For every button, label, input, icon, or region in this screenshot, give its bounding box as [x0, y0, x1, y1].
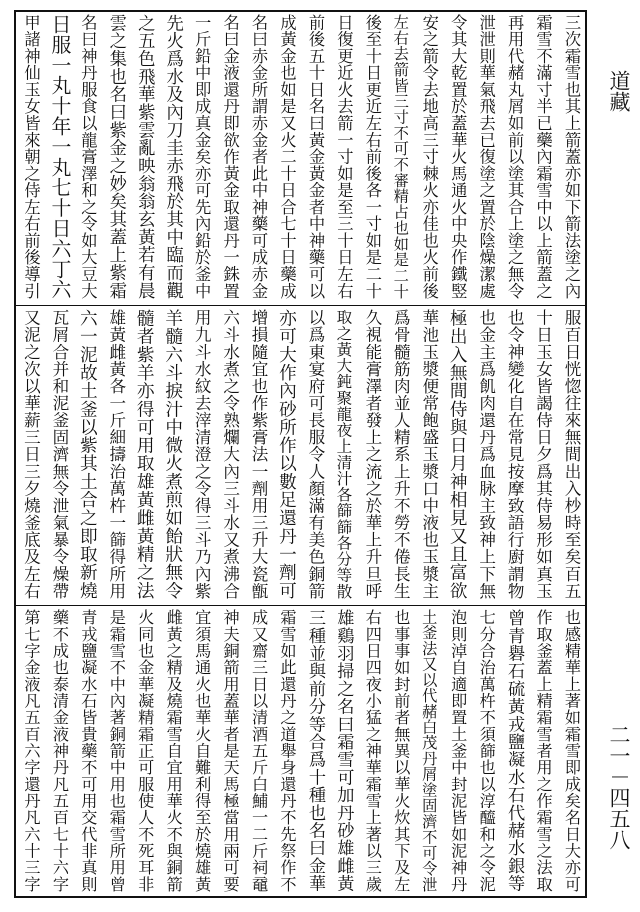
text-column: 雌黃之精及燒霜雪自宜用華火不與銅箭 — [163, 609, 183, 893]
text-column: 也令神變化自在常見按摩致語行廚謂物 — [505, 309, 525, 600]
text-column: 增損隨宜也作紫膏法一劑用三升大瓷甑 — [249, 309, 269, 600]
text-column: 六一泥故土釜以紫其土合之即取新燒 — [77, 309, 98, 600]
text-column: 髓者紫羊亦得可用取雄黃雌黃精之法 — [134, 309, 155, 600]
text-column: 三種並與前分等合爲十種也名曰金華 — [304, 609, 325, 893]
text-column: 雄鷄羽掃之名曰霜雪可加丹砂雄雌黃 — [333, 609, 354, 893]
text-column: 火同也金華凝精霜正可服使人不死耳非 — [135, 609, 155, 893]
text-column: 之五色飛華紫雲亂映翁翁玄黃若有晨 — [134, 14, 155, 300]
text-column: 三次霜雪也其上箭蓋亦如下箭法塗之內 — [562, 14, 581, 300]
text-column: 以爲東宴府可長服令人顏滿有美色銅箭 — [305, 309, 325, 600]
text-column: 第七字金液凡五百六字還丹凡六十三字 — [21, 609, 41, 893]
register-middle — [16, 309, 585, 603]
text-column: 土釜法又以代赭白茂丹屑塗固濟不可令泄 — [419, 609, 438, 893]
text-column: 七分合治萬杵不須篩也以淳醯和之令泥 — [476, 609, 496, 893]
text-column: 藥不成也泰清金液神丹凡五百七十六字 — [49, 609, 69, 893]
text-column: 成黃金也如是又火二十日合七十日藥成 — [277, 14, 297, 300]
text-column: 日復更近火去箭一寸如是至三十日左右 — [334, 14, 354, 300]
text-column: 是霜雪不中內著銅箭中用也霜雪所用曾 — [106, 609, 126, 893]
text-column: 極出入無間侍與日月神相見又且富欲 — [447, 309, 468, 600]
text-column: 又泥之次以華薪三日三夕燒釜底及左右 — [21, 309, 41, 600]
text-column: 泡則淖自適即置土釜中封泥皆如泥神丹 — [448, 609, 468, 893]
text-column: 霜雪不滿寸半已藥內霜雪中以上箭蓋之 — [533, 14, 553, 300]
text-column: 亦可大作內砂所作以數足還丹一劑可 — [276, 309, 297, 600]
text-column: 服百日恍惚往來無間出入杪時至矣百五 — [562, 309, 581, 600]
text-column: 左右去箭皆三寸不可不審精占也如是二十 — [391, 14, 410, 300]
text-column: 宜須馬通火也華火自難利得至於燒雄黃 — [192, 609, 212, 893]
text-column: 六斗水煮之令熟爛大內三斗水又煮沸合 — [220, 309, 240, 600]
register-divider-2 — [14, 605, 587, 606]
text-column: 日服一丸十年一丸七十日六丁六 — [47, 14, 71, 300]
text-column: 青戎鹽凝水石皆貴藥不可用交代非真則 — [78, 609, 98, 893]
text-column: 神夫銅箭用蓋華者是天馬極當用兩可要 — [220, 609, 240, 893]
text-column: 名曰神丹服食以龍膏澤和之令如大豆大 — [78, 14, 98, 300]
text-column: 雄黃雌黃各一斤細擣治萬杵一篩得所用 — [106, 309, 126, 600]
text-column: 名曰赤金所謂赤金者此中神藥可成赤金 — [249, 14, 269, 300]
text-column: 也感精華上著如霜雪即成矣名日大亦可 — [562, 609, 581, 893]
text-column: 安之箭令去地高三寸棘火亦佳也火前後 — [419, 14, 439, 300]
register-upper — [16, 14, 585, 303]
text-column: 再用代赭丸屑如前以塗其合上塗之無令 — [505, 14, 525, 300]
text-column: 取之黃大鈍聚龍夜上清汁各篩篩各分等散 — [334, 309, 353, 600]
text-column: 也金主爲飢肉還丹爲血脉主致神上下無 — [476, 309, 496, 600]
text-column: 泄泄則華氣飛去已復塗之置於陰燥潔處 — [476, 14, 496, 300]
text-column: 作取釜蓋上精霜雪者用之作霜雪之法取 — [533, 609, 553, 893]
register-divider-1 — [14, 305, 587, 306]
text-column: 瓦屑合并和泥釜固濟無令泄氣暴令燥帶 — [49, 309, 69, 600]
text-column: 名曰金液還丹即欲作黃金取還丹一銖置 — [220, 14, 240, 300]
page-number: 二一－四五八 — [607, 724, 631, 850]
text-column: 雲之集也名曰紫金之妙矣其蓋上紫霜 — [105, 14, 126, 300]
text-column: 甲諸神仙玉女皆來朝之侍左右前後導引 — [21, 14, 41, 300]
text-column: 曾青礜石硫黃戎鹽凝水石代赭水銀等 — [504, 609, 525, 893]
text-column: 令其大乾置於蓋華火馬通火中央作鐵竪 — [448, 14, 468, 300]
text-column: 成又齋三日以清酒五斤白鯆一二斤祠黿 — [249, 609, 269, 893]
text-column: 也事事如封前者無異以華火炊其下及左 — [391, 609, 411, 893]
text-column: 一斤鉛中即成真金矣亦可先內鉛於釜中 — [192, 14, 212, 300]
text-column: 前後五十日名曰黃金黃金者中神藥可以 — [305, 14, 325, 300]
text-column: 右四日四夜小猛之神華霜雪上著以三歲 — [362, 609, 382, 893]
text-column: 後至十日更近左右前後各一寸如是二十 — [362, 14, 382, 300]
register-lower — [16, 609, 585, 896]
text-column: 霜雪如此還丹之道舉身還丹不先祭作不 — [277, 609, 297, 893]
canon-title: 道藏 — [607, 70, 631, 112]
text-column: 先火爲水及內刀圭赤飛於其中臨而觀 — [162, 14, 183, 300]
text-column: 久視能膏澤者發上之流之於華上升旦呼 — [362, 309, 382, 600]
text-column: 用九斗水紋去滓清澄之令得三斗乃內紫 — [192, 309, 212, 600]
text-column: 爲骨髓筋肉並人精系上升不勞不倦長生 — [391, 309, 411, 600]
text-column: 十日玉女皆謁侍日夕爲其侍易形如真玉 — [533, 309, 553, 600]
text-column: 華池玉漿便常飽盛玉漿口中液也玉漿主 — [419, 309, 439, 600]
text-column: 羊髓六斗捩汁中微火煮煎如飴狀無令 — [162, 309, 183, 600]
